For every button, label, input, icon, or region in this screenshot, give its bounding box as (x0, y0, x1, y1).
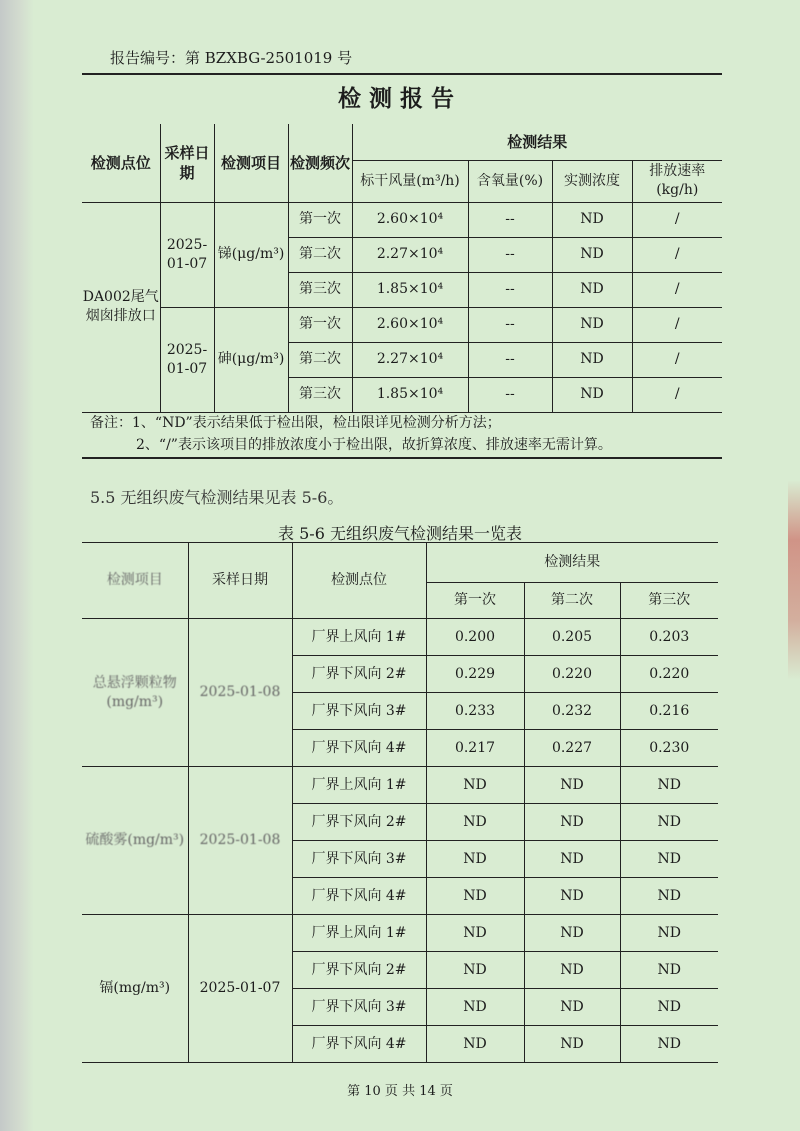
freq-cell: 第三次 (288, 272, 352, 307)
point-cell: 厂界上风向 1# (292, 767, 426, 804)
value-cell: 0.205 (524, 619, 620, 656)
point-cell: 厂界下风向 3# (292, 693, 426, 730)
note-line-2: 2、“/”表示该项目的排放浓度小于检出限，故折算浓度、排放速率无需计算。 (136, 437, 612, 453)
value-cell: ND (620, 804, 718, 841)
value-cell: ND (426, 1026, 524, 1063)
value-cell: ND (524, 952, 620, 989)
notes-rule (82, 457, 722, 459)
value-cell: 0.200 (426, 619, 524, 656)
value-cell: ND (524, 767, 620, 804)
value-cell: ND (620, 915, 718, 952)
value-cell: ND (620, 767, 718, 804)
value-cell: ND (426, 952, 524, 989)
value-cell: 0.220 (620, 656, 718, 693)
rate-cell: / (632, 307, 722, 342)
point-cell: 厂界上风向 1# (292, 915, 426, 952)
o2-cell: -- (468, 342, 552, 377)
section-heading: 5.5 无组织废气检测结果见表 5-6。 (90, 488, 344, 507)
header-conc: 实测浓度 (552, 160, 632, 202)
group-date: 2025-01-07 (160, 202, 214, 307)
rate-cell: / (632, 377, 722, 412)
value-cell: 0.233 (426, 693, 524, 730)
group-date: 2025-01-08 (188, 767, 292, 915)
flow-cell: 1.85×10⁴ (352, 272, 468, 307)
rate-cell: / (632, 272, 722, 307)
header-rule (82, 73, 722, 75)
value-cell: ND (524, 878, 620, 915)
value-cell: ND (620, 1026, 718, 1063)
point-cell: 厂界下风向 2# (292, 804, 426, 841)
point-cell: 厂界下风向 2# (292, 952, 426, 989)
value-cell: 0.203 (620, 619, 718, 656)
header-result: 检测结果 (352, 124, 722, 160)
value-cell: 0.217 (426, 730, 524, 767)
value-cell: 0.220 (524, 656, 620, 693)
binding-shadow (0, 0, 34, 1131)
group-item: 总悬浮颗粒物(mg/m³) (82, 619, 188, 767)
table-caption: 表 5-6 无组织废气检测结果一览表 (278, 524, 522, 543)
group-date: 2025-01-07 (188, 915, 292, 1063)
freq-cell: 第二次 (288, 342, 352, 377)
header-date: 采样日期 (160, 124, 214, 202)
flow-cell: 2.60×10⁴ (352, 307, 468, 342)
value-cell: ND (620, 952, 718, 989)
header-date: 采样日期 (188, 543, 292, 619)
value-cell: ND (426, 878, 524, 915)
flow-cell: 1.85×10⁴ (352, 377, 468, 412)
group-date: 2025-01-08 (188, 619, 292, 767)
value-cell: ND (426, 989, 524, 1026)
group-item: 砷(μg/m³) (214, 307, 288, 412)
freq-cell: 第一次 (288, 202, 352, 237)
value-cell: ND (426, 804, 524, 841)
rate-cell: / (632, 202, 722, 237)
value-cell: 0.232 (524, 693, 620, 730)
stack-emission-table (82, 124, 722, 413)
header-flow: 标干风量(m³/h) (352, 160, 468, 202)
note-line-1: 备注：1、“ND”表示结果低于检出限，检出限详见检测分析方法； (90, 415, 501, 431)
header-round-2: 第二次 (524, 583, 620, 619)
red-seal-stamp (788, 480, 800, 680)
o2-cell: -- (468, 237, 552, 272)
header-item: 检测项目 (214, 124, 288, 202)
point-cell: 厂界下风向 2# (292, 656, 426, 693)
value-cell: 0.227 (524, 730, 620, 767)
rate-cell: / (632, 342, 722, 377)
group-date: 2025-01-07 (160, 307, 214, 412)
group-item: 硫酸雾(mg/m³) (82, 767, 188, 915)
report-title: 检测报告 (338, 85, 462, 112)
header-freq: 检测频次 (288, 124, 352, 202)
header-round-1: 第一次 (426, 583, 524, 619)
conc-cell: ND (552, 202, 632, 237)
o2-cell: -- (468, 272, 552, 307)
value-cell: ND (524, 989, 620, 1026)
freq-cell: 第三次 (288, 377, 352, 412)
value-cell: ND (620, 878, 718, 915)
conc-cell: ND (552, 237, 632, 272)
page-footer: 第 10 页 共 14 页 (347, 1084, 453, 1099)
value-cell: ND (524, 804, 620, 841)
value-cell: 0.230 (620, 730, 718, 767)
freq-cell: 第二次 (288, 237, 352, 272)
value-cell: ND (426, 841, 524, 878)
flow-cell: 2.60×10⁴ (352, 202, 468, 237)
point-cell: 厂界上风向 1# (292, 619, 426, 656)
point-cell: 厂界下风向 4# (292, 730, 426, 767)
value-cell: ND (524, 1026, 620, 1063)
point-cell: 厂界下风向 3# (292, 841, 426, 878)
header-rate: 排放速率(kg/h) (632, 160, 722, 202)
conc-cell: ND (552, 342, 632, 377)
point-cell: 厂界下风向 3# (292, 989, 426, 1026)
group-item: 镉(mg/m³) (82, 915, 188, 1063)
header-point: 检测点位 (82, 124, 160, 202)
rate-cell: / (632, 237, 722, 272)
freq-cell: 第一次 (288, 307, 352, 342)
value-cell: ND (426, 767, 524, 804)
o2-cell: -- (468, 377, 552, 412)
conc-cell: ND (552, 272, 632, 307)
value-cell: ND (524, 841, 620, 878)
group-item: 锑(μg/m³) (214, 202, 288, 307)
flow-cell: 2.27×10⁴ (352, 237, 468, 272)
value-cell: ND (426, 915, 524, 952)
fugitive-emission-table (82, 542, 718, 1063)
value-cell: 0.216 (620, 693, 718, 730)
header-item: 检测项目 (82, 543, 188, 619)
o2-cell: -- (468, 202, 552, 237)
value-cell: ND (524, 915, 620, 952)
value-cell: ND (620, 841, 718, 878)
conc-cell: ND (552, 307, 632, 342)
header-result: 检测结果 (426, 543, 718, 583)
value-cell: ND (620, 989, 718, 1026)
flow-cell: 2.27×10⁴ (352, 342, 468, 377)
point-cell: 厂界下风向 4# (292, 878, 426, 915)
header-round-3: 第三次 (620, 583, 718, 619)
report-number: 报告编号：第 BZXBG-2501019 号 (110, 49, 353, 67)
point-cell: DA002尾气烟囱排放口 (82, 202, 160, 412)
header-o2: 含氧量(%) (468, 160, 552, 202)
conc-cell: ND (552, 377, 632, 412)
value-cell: 0.229 (426, 656, 524, 693)
o2-cell: -- (468, 307, 552, 342)
header-point: 检测点位 (292, 543, 426, 619)
point-cell: 厂界下风向 4# (292, 1026, 426, 1063)
